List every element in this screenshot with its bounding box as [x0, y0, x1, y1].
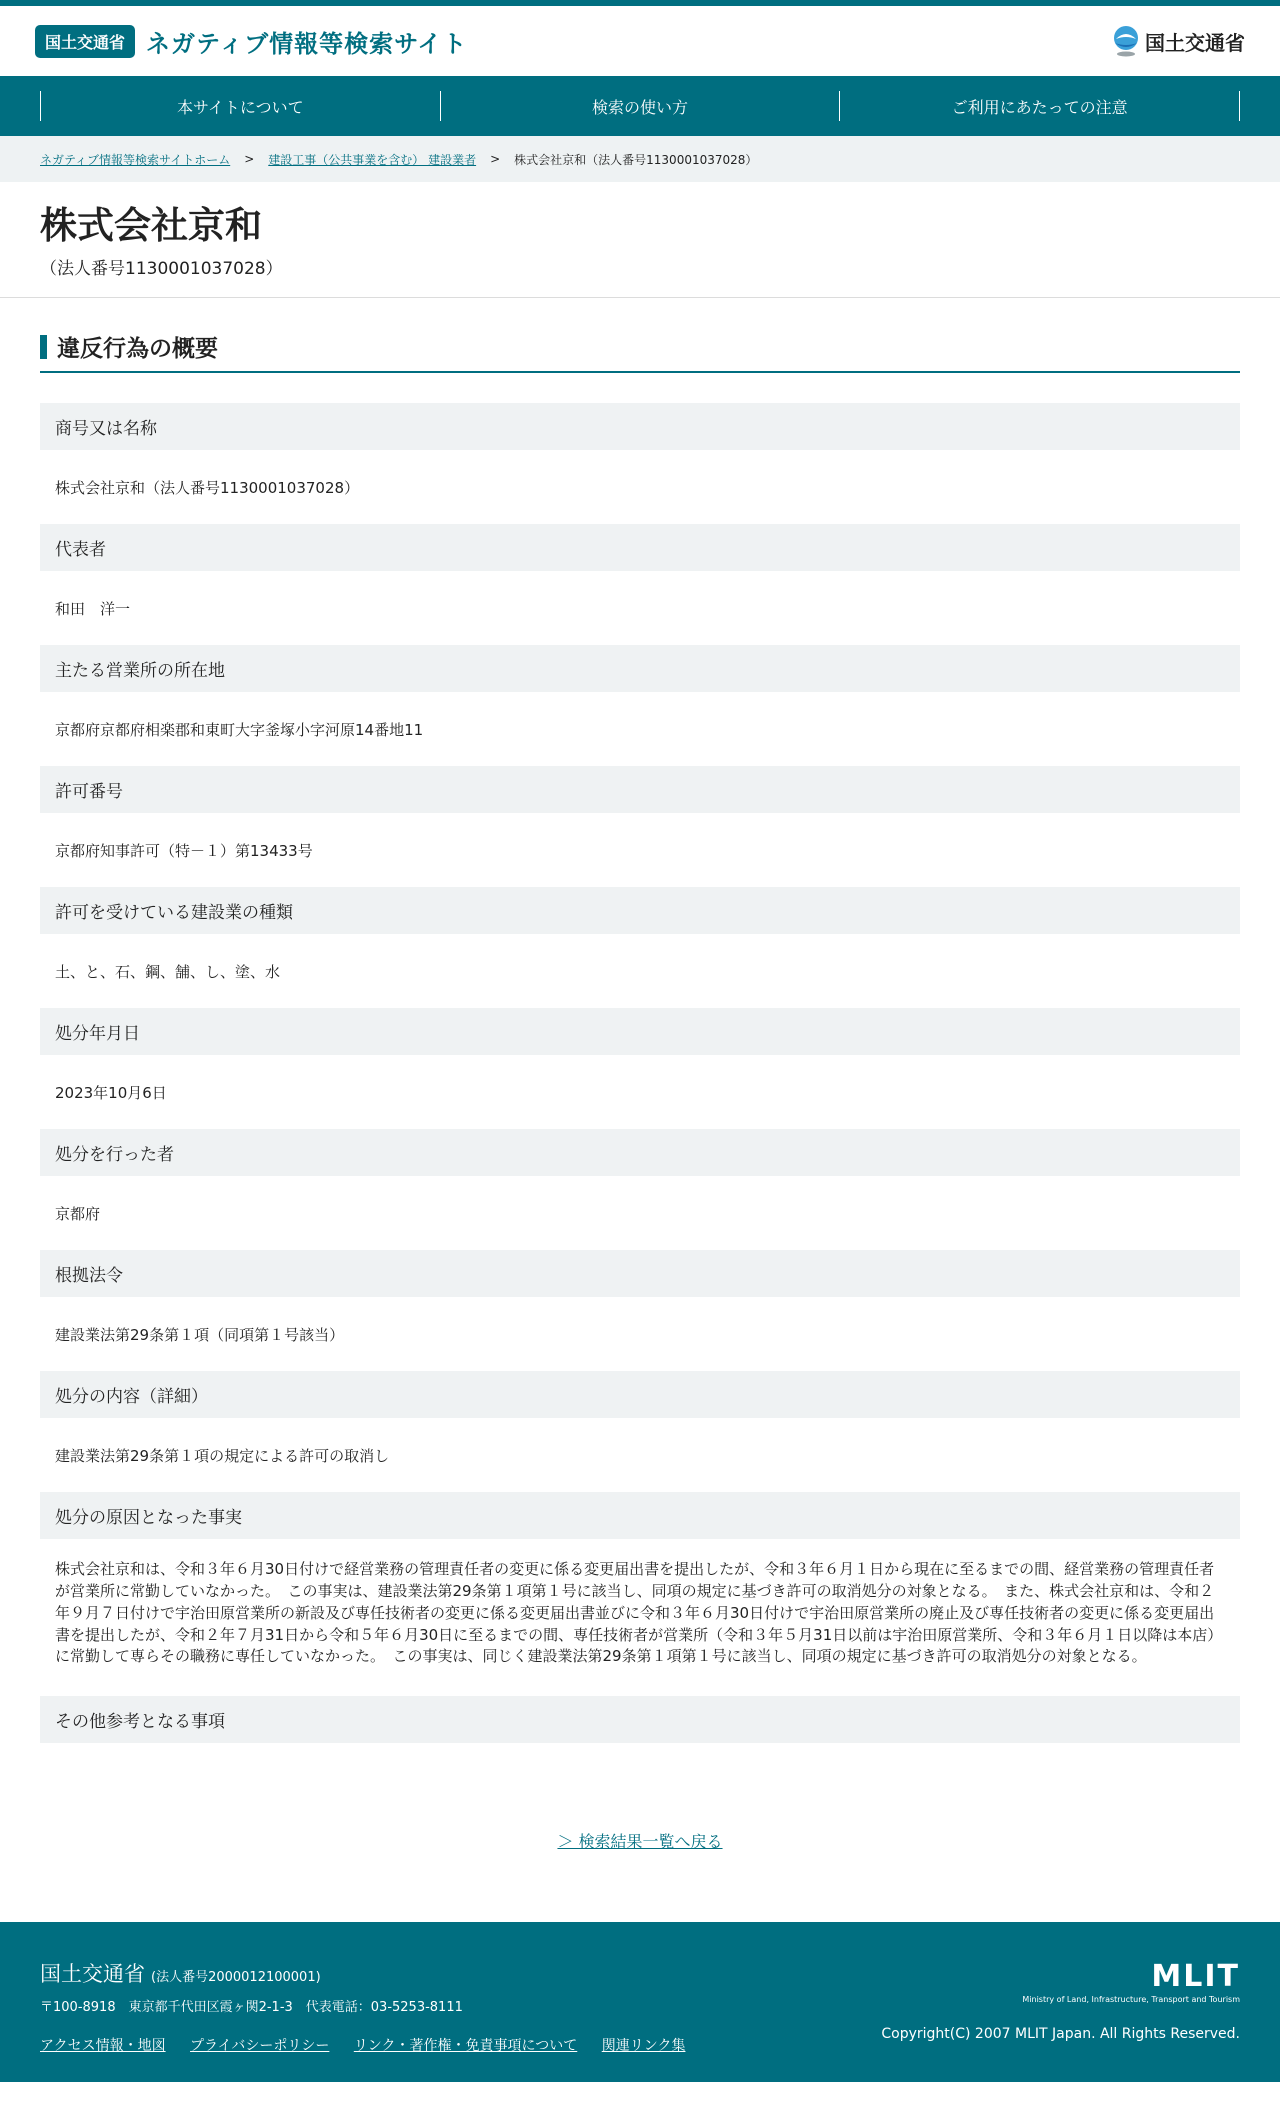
item-label-trade-name: 商号又は名称 — [40, 403, 1240, 450]
ministry-badge: 国土交通省 — [35, 25, 135, 58]
footer-link-access[interactable]: アクセス情報・地図 — [40, 2038, 166, 2055]
main-content — [0, 298, 1280, 1852]
site-logo[interactable] — [35, 24, 467, 59]
footer-link-privacy[interactable]: プライバシーポリシー — [190, 2038, 330, 2055]
mlit-logo[interactable] — [1022, 1959, 1240, 2005]
mlit-mark: MLIT — [1151, 1959, 1240, 1995]
item-label-disposition-details: 処分の内容（詳細） — [40, 1371, 1240, 1418]
section-heading — [40, 330, 1240, 373]
section-heading-text: 違反行為の概要 — [57, 336, 218, 363]
item-value-other-references — [40, 1743, 1240, 1773]
footer-org-name: 国土交通省 — [40, 1962, 145, 1987]
item-value-main-office: 京都府京都府相楽郡和東町大字釜塚小字河原14番地11 — [55, 720, 424, 739]
copyright: Copyright(C) 2007 MLIT Japan. All Rights Reserved. — [881, 2026, 1240, 2043]
detail-list — [40, 403, 1240, 1773]
page-subtitle: （法人番号1130001037028） — [40, 259, 283, 280]
mlit-subtitle: Ministry of Land, Infrastructure, Transport and Tourism — [1022, 1995, 1240, 2005]
footer-address: 〒100-8918 東京都千代田区霞ヶ関2-1-3 代表電話：03-5253-8111 — [40, 2000, 463, 2016]
item-label-permit-number: 許可番号 — [40, 766, 1240, 813]
site-header — [0, 6, 1280, 76]
footer-link-copyright[interactable]: リンク・著作権・免責事項について — [353, 2038, 578, 2055]
item-value-business-types: 土、と、石、鋼、舗、し、塗、水 — [55, 962, 281, 981]
item-label-representative: 代表者 — [40, 524, 1240, 571]
footer-link-related[interactable]: 関連リンク集 — [601, 2038, 686, 2055]
item-value-legal-basis: 建設業法第29条第１項（同項第１号該当） — [55, 1325, 345, 1344]
footer-corp-number: (法人番号2000012100001) — [151, 1970, 321, 1986]
item-label-disposing-authority: 処分を行った者 — [40, 1129, 1240, 1176]
nav-item-about[interactable]: 本サイトについて — [40, 91, 440, 121]
item-label-business-types: 許可を受けている建設業の種類 — [40, 887, 1240, 934]
ministry-logo[interactable] — [1111, 25, 1245, 57]
site-title: ネガティブ情報等検索サイト — [146, 29, 468, 58]
item-value-cause-facts: 株式会社京和は、令和３年６月30日付けで経営業務の管理責任者の変更に係る変更届出書を提出したが、令和３年６月１日から現在に至るまでの間、経営業務の管理責任者が営業所に常勤していなかった。 この事実は、建設業法第29条第１項第１号に該当し、同項の規定に基づき許可の取消処分の対象となる。 また、株式会社京和は、令和２年９月７日付けで宇治田原営業所の新設及び専任技術者の変更に係る変更届出書並びに令和３年６月30日付けで宇治田原営業所の廃止及び専任技術者の変更に係る変更届出書を提出したが、令和２年７月31日から令和５年６月30日に至るまでの間、専任技術者が営業所（令和３年５月31日以前は宇治田原営業所、令和３年６月１日以降は本店）に常勤して専らその職務に専任していなかった。 この事実は、同じく建設業法第29条第１項第１号に該当し、同項の規定に基づき許可の取消処分の対象となる。 — [55, 1560, 1223, 1666]
back-to-results-link[interactable]: ＞ 検索結果一覧へ戻る — [557, 1832, 723, 1852]
global-nav — [0, 76, 1280, 136]
page-title: 株式会社京和 — [40, 204, 262, 247]
breadcrumb-category-link[interactable]: 建設工事（公共事業を含む） 建設業者 — [268, 152, 477, 167]
item-value-disposition-details: 建設業法第29条第１項の規定による許可の取消し — [55, 1446, 390, 1465]
item-label-main-office: 主たる営業所の所在地 — [40, 645, 1240, 692]
item-value-trade-name: 株式会社京和（法人番号1130001037028） — [55, 478, 360, 497]
ministry-name: 国土交通省 — [1145, 30, 1245, 55]
breadcrumb-current: 株式会社京和（法人番号1130001037028） — [514, 152, 758, 167]
item-label-legal-basis: 根拠法令 — [40, 1250, 1240, 1297]
item-label-other-references: その他参考となる事項 — [40, 1696, 1240, 1743]
item-label-disposition-date: 処分年月日 — [40, 1008, 1240, 1055]
breadcrumb-separator: > — [490, 152, 501, 166]
breadcrumb — [0, 136, 1280, 182]
breadcrumb-separator: > — [244, 152, 255, 166]
item-value-permit-number: 京都府知事許可（特－１）第13433号 — [55, 841, 313, 860]
nav-item-notes[interactable]: ご利用にあたっての注意 — [839, 91, 1240, 121]
page-header — [0, 182, 1280, 298]
breadcrumb-home-link[interactable]: ネガティブ情報等検索サイトホーム — [40, 152, 231, 167]
item-label-cause-facts: 処分の原因となった事実 — [40, 1492, 1240, 1539]
item-value-representative: 和田 洋一 — [55, 599, 131, 618]
back-link-wrap — [40, 1829, 1240, 1852]
item-value-disposing-authority: 京都府 — [55, 1204, 101, 1223]
site-footer — [0, 1922, 1280, 2082]
nav-item-how-to-search[interactable]: 検索の使い方 — [440, 91, 840, 121]
item-value-disposition-date: 2023年10月6日 — [55, 1083, 167, 1102]
ministry-emblem-icon — [1111, 25, 1141, 57]
heading-bar — [40, 335, 47, 359]
